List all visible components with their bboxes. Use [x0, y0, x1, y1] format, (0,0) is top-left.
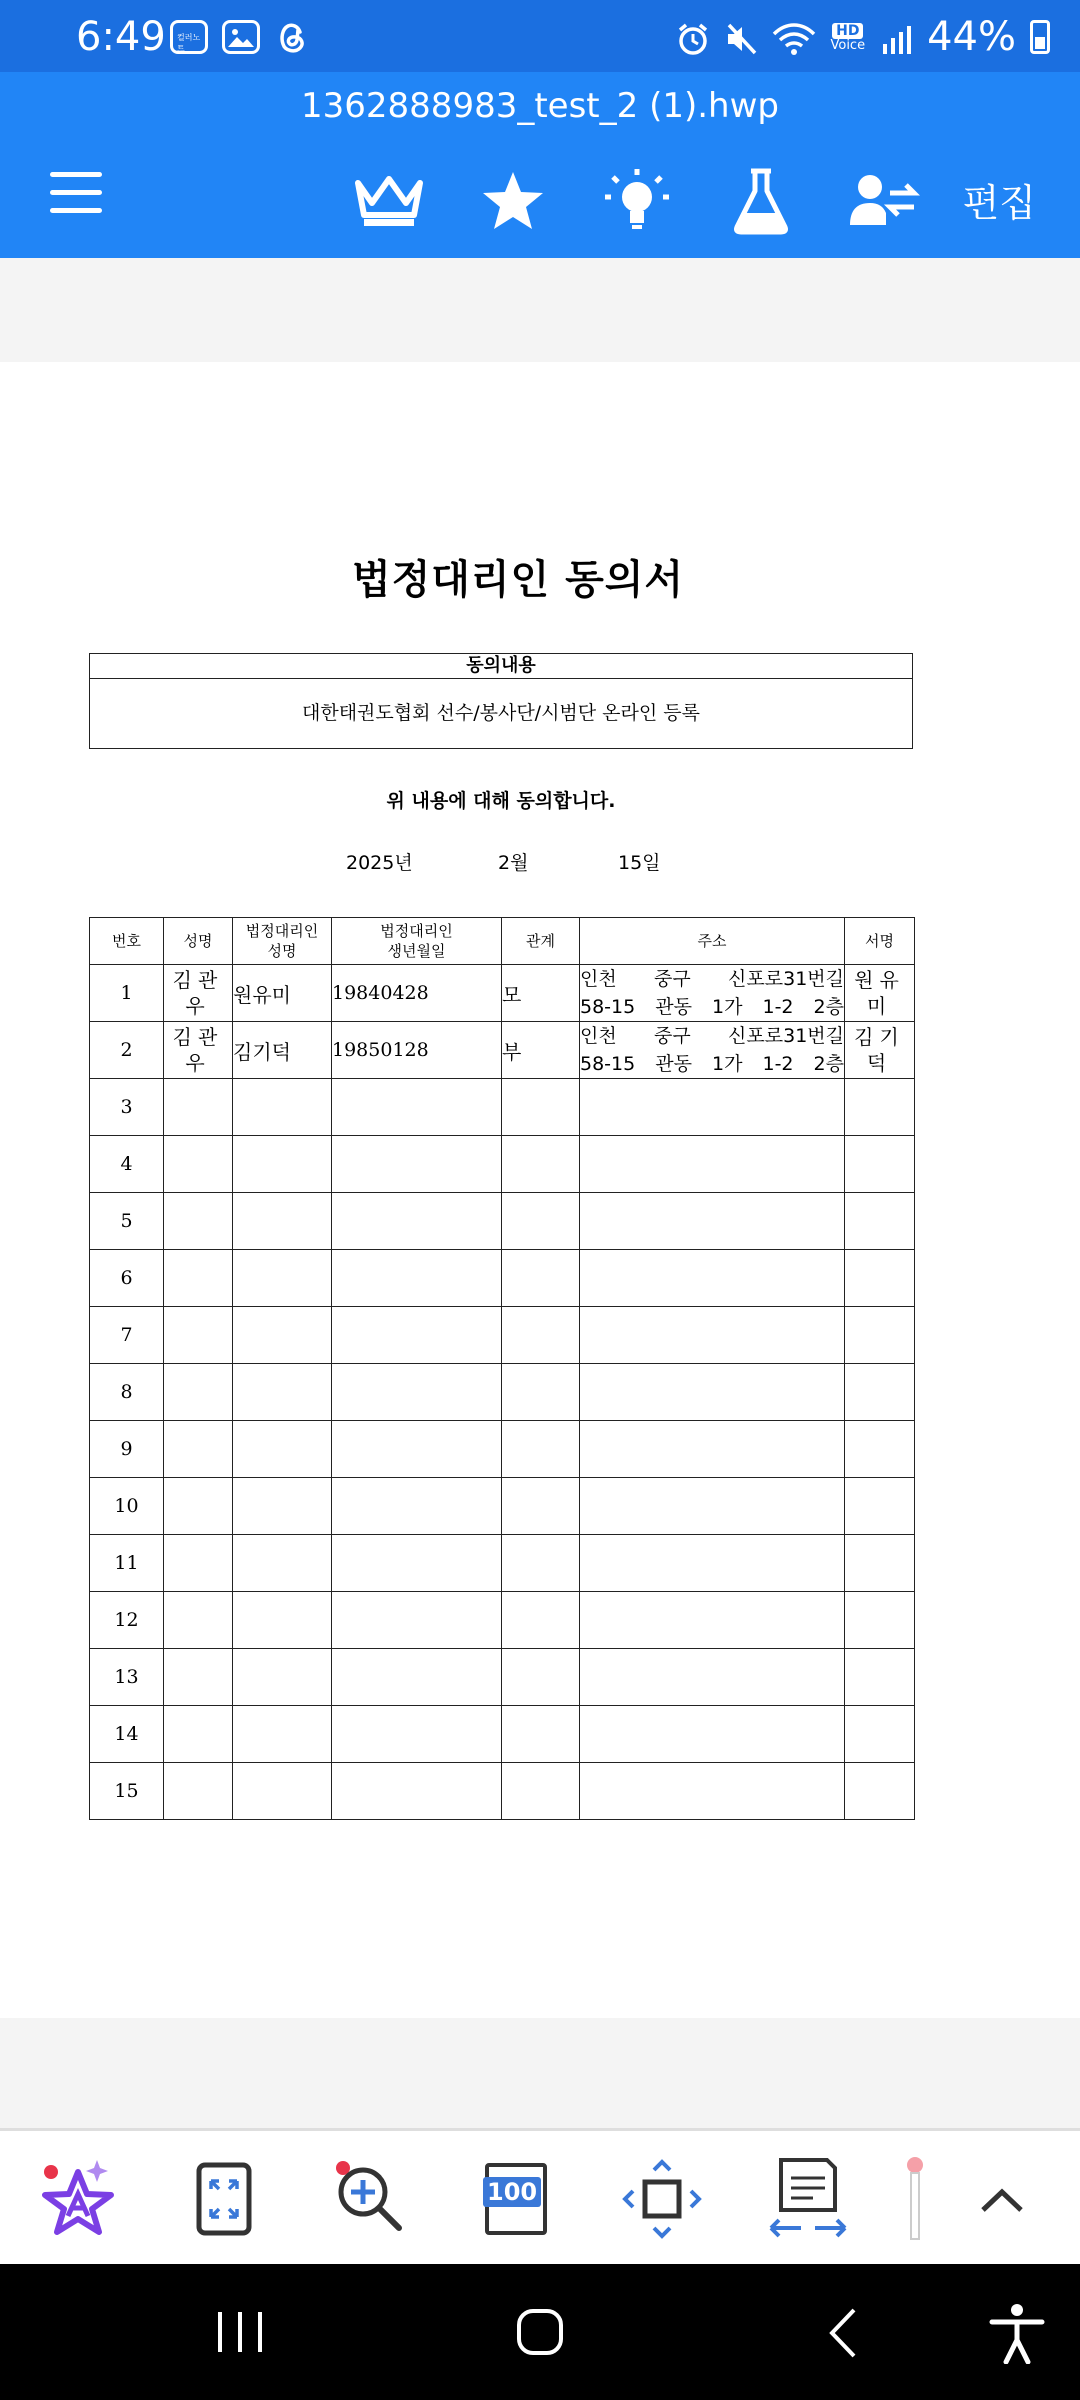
row-number: 7: [90, 1307, 164, 1364]
ai-star-icon[interactable]: [30, 2151, 126, 2247]
signature: [845, 1421, 915, 1478]
table-row: [90, 1649, 915, 1706]
zoom-100-icon[interactable]: [468, 2151, 564, 2247]
relation: [502, 1478, 580, 1535]
table-row: [90, 1592, 915, 1649]
row-number: 14: [90, 1706, 164, 1763]
signature: 김기덕: [845, 1022, 915, 1079]
guardian-name: [233, 1193, 332, 1250]
gallery-icon: [222, 20, 260, 54]
signature: [845, 1250, 915, 1307]
table-row: [90, 1421, 915, 1478]
edit-button[interactable]: 편집: [962, 181, 1036, 225]
notification-icons: [170, 20, 310, 56]
user-switch-icon[interactable]: [848, 164, 922, 238]
menu-icon[interactable]: [50, 172, 102, 216]
color-note-icon: [170, 20, 208, 54]
hd-label: HD: [832, 23, 863, 39]
address: [580, 1649, 845, 1706]
guardian-birthdate: [332, 1079, 502, 1136]
row-number: 5: [90, 1193, 164, 1250]
crown-icon[interactable]: [352, 164, 426, 238]
home-icon[interactable]: [506, 2302, 576, 2364]
header-num: 번호: [90, 918, 164, 965]
table-row: [90, 1706, 915, 1763]
table-row: [90, 1022, 915, 1079]
row-number: 11: [90, 1535, 164, 1592]
navigation-bar: [0, 2264, 1080, 2400]
consent-header: 동의내용: [90, 654, 912, 679]
guardian-name: [233, 1478, 332, 1535]
relation: 부: [502, 1022, 580, 1079]
student-name: 김관우: [164, 965, 233, 1022]
back-icon[interactable]: [810, 2302, 880, 2364]
guardian-birthdate: [332, 1364, 502, 1421]
row-number: 4: [90, 1136, 164, 1193]
consent-body: 대한태권도협회 선수/봉사단/시범단 온라인 등록: [301, 702, 700, 724]
address: [580, 1535, 845, 1592]
signature: [845, 1763, 915, 1820]
table-row: [90, 1364, 915, 1421]
student-name: 김관우: [164, 1022, 233, 1079]
mute-icon: [724, 20, 758, 54]
student-name: [164, 1250, 233, 1307]
header-name: 성명: [164, 918, 233, 965]
move-icon[interactable]: [614, 2151, 710, 2247]
hd-voice-icon: [830, 23, 865, 52]
address-line-1: 인천 중구 신포로31번길: [580, 1025, 844, 1047]
address-line-1: 인천 중구 신포로31번길: [580, 968, 844, 990]
accessibility-icon[interactable]: [982, 2302, 1052, 2364]
relation: [502, 1364, 580, 1421]
student-name: [164, 1136, 233, 1193]
relation: [502, 1421, 580, 1478]
guardian-birthdate: [332, 1421, 502, 1478]
address: [580, 1592, 845, 1649]
status-time: 6:49: [76, 14, 166, 60]
zoom-100-page: [485, 2163, 547, 2235]
date-year: 2025년: [346, 852, 413, 874]
canvas-background-bottom: [0, 2018, 1080, 2128]
address: [580, 965, 845, 1022]
header-signature: 서명: [845, 918, 915, 965]
recent-apps-icon[interactable]: [206, 2302, 276, 2364]
address-line-2: 58-15 관동 1가 1-2 2층: [580, 1053, 844, 1075]
row-number: 9: [90, 1421, 164, 1478]
signature: [845, 1193, 915, 1250]
flask-icon[interactable]: [724, 164, 798, 238]
battery-icon: [1030, 20, 1050, 54]
relation: [502, 1706, 580, 1763]
wifi-icon: [772, 20, 816, 54]
student-name: [164, 1421, 233, 1478]
guardian-birthdate: 19850128: [332, 1022, 502, 1079]
guardian-birthdate: [332, 1649, 502, 1706]
table-row: [90, 965, 915, 1022]
table-row: [90, 1763, 915, 1820]
address: [580, 1079, 845, 1136]
signature: [845, 1706, 915, 1763]
address: [580, 1706, 845, 1763]
status-right-icons: [676, 14, 1050, 60]
guardian-name: [233, 1421, 332, 1478]
relation: [502, 1535, 580, 1592]
student-name: [164, 1706, 233, 1763]
header-guardian-name: 법정대리인 성명: [233, 918, 332, 965]
guardian-name: [233, 1706, 332, 1763]
row-number: 1: [90, 965, 164, 1022]
date-month: 2월: [498, 852, 529, 874]
threads-icon: [274, 20, 310, 56]
row-number: 3: [90, 1079, 164, 1136]
zoom-100-label: 100: [483, 2177, 541, 2207]
row-number: 15: [90, 1763, 164, 1820]
guardian-name: [233, 1364, 332, 1421]
guardian-name: [233, 1136, 332, 1193]
row-number: 10: [90, 1478, 164, 1535]
signature: [845, 1307, 915, 1364]
table-row: [90, 1535, 915, 1592]
guardian-name: 원유미: [233, 965, 332, 1022]
student-name: [164, 1478, 233, 1535]
guardian-birthdate: 19840428: [332, 965, 502, 1022]
guardian-birthdate: [332, 1706, 502, 1763]
guardian-name: [233, 1250, 332, 1307]
relation: [502, 1193, 580, 1250]
fit-screen-icon[interactable]: [176, 2151, 272, 2247]
guardian-birthdate: [332, 1763, 502, 1820]
signature: [845, 1649, 915, 1706]
document-heading: 법정대리인 동의서: [352, 557, 685, 603]
guardian-birthdate: [332, 1250, 502, 1307]
agree-statement: 위 내용에 대해 동의합니다.: [386, 790, 616, 812]
guardian-birthdate: [332, 1478, 502, 1535]
row-number: 8: [90, 1364, 164, 1421]
header-address: 주소: [580, 918, 845, 965]
address: [580, 1763, 845, 1820]
address: [580, 1421, 845, 1478]
zoom-in-icon[interactable]: [322, 2151, 418, 2247]
address: [580, 1022, 845, 1079]
student-name: [164, 1364, 233, 1421]
guardian-birthdate: [332, 1307, 502, 1364]
color-note-label: 컬러노트: [177, 33, 201, 53]
address: [580, 1136, 845, 1193]
signature: [845, 1136, 915, 1193]
relation: 모: [502, 965, 580, 1022]
signature: [845, 1592, 915, 1649]
student-name: [164, 1535, 233, 1592]
battery-percent: 44%: [927, 14, 1016, 60]
consent-box: [89, 653, 913, 749]
table-row: [90, 1193, 915, 1250]
student-name: [164, 1592, 233, 1649]
relation: [502, 1763, 580, 1820]
guardian-name: 김기덕: [233, 1022, 332, 1079]
slider-icon[interactable]: [884, 2151, 944, 2247]
relation: [502, 1079, 580, 1136]
signature: [845, 1079, 915, 1136]
table-row: [90, 1136, 915, 1193]
row-number: 12: [90, 1592, 164, 1649]
relation: [502, 1307, 580, 1364]
guardian-name: [233, 1763, 332, 1820]
address-line-2: 58-15 관동 1가 1-2 2층: [580, 996, 844, 1018]
student-name: [164, 1763, 233, 1820]
address: [580, 1250, 845, 1307]
table-row: [90, 1307, 915, 1364]
table-row: [90, 1250, 915, 1307]
relation: [502, 1250, 580, 1307]
registration-table: [89, 917, 915, 1820]
signature: [845, 1478, 915, 1535]
row-number: 6: [90, 1250, 164, 1307]
guardian-name: [233, 1307, 332, 1364]
guardian-birthdate: [332, 1592, 502, 1649]
student-name: [164, 1079, 233, 1136]
signature: [845, 1364, 915, 1421]
guardian-name: [233, 1535, 332, 1592]
table-row: [90, 1478, 915, 1535]
table-row: [90, 1079, 915, 1136]
bottom-toolbar: [0, 2128, 1080, 2267]
chevron-up-icon[interactable]: [954, 2151, 1050, 2247]
relation: [502, 1649, 580, 1706]
document-filename: 1362888983_test_2 (1).hwp: [301, 86, 779, 126]
header-guardian-birth: 법정대리인 생년월일: [332, 918, 502, 965]
student-name: [164, 1193, 233, 1250]
lightbulb-icon[interactable]: [600, 164, 674, 238]
guardian-name: [233, 1079, 332, 1136]
address: [580, 1193, 845, 1250]
address: [580, 1478, 845, 1535]
student-name: [164, 1649, 233, 1706]
row-number: 13: [90, 1649, 164, 1706]
row-number: 2: [90, 1022, 164, 1079]
canvas-background-top: [0, 258, 1080, 362]
app-header: [0, 72, 1080, 258]
alarm-icon: [676, 20, 710, 54]
guardian-name: [233, 1592, 332, 1649]
guardian-birthdate: [332, 1136, 502, 1193]
guardian-name: [233, 1649, 332, 1706]
table-header-row: [90, 918, 915, 965]
student-name: [164, 1307, 233, 1364]
page-width-icon[interactable]: [760, 2151, 856, 2247]
guardian-birthdate: [332, 1535, 502, 1592]
signal-icon: [879, 20, 913, 54]
date-day: 15일: [618, 852, 661, 874]
guardian-birthdate: [332, 1193, 502, 1250]
star-icon[interactable]: [476, 164, 550, 238]
status-bar: [0, 0, 1080, 72]
relation: [502, 1592, 580, 1649]
address: [580, 1364, 845, 1421]
voice-label: Voice: [830, 37, 866, 53]
signature: 원유미: [845, 965, 915, 1022]
header-relation: 관계: [502, 918, 580, 965]
signature: [845, 1535, 915, 1592]
document-page[interactable]: [0, 362, 1080, 2018]
relation: [502, 1136, 580, 1193]
address: [580, 1307, 845, 1364]
